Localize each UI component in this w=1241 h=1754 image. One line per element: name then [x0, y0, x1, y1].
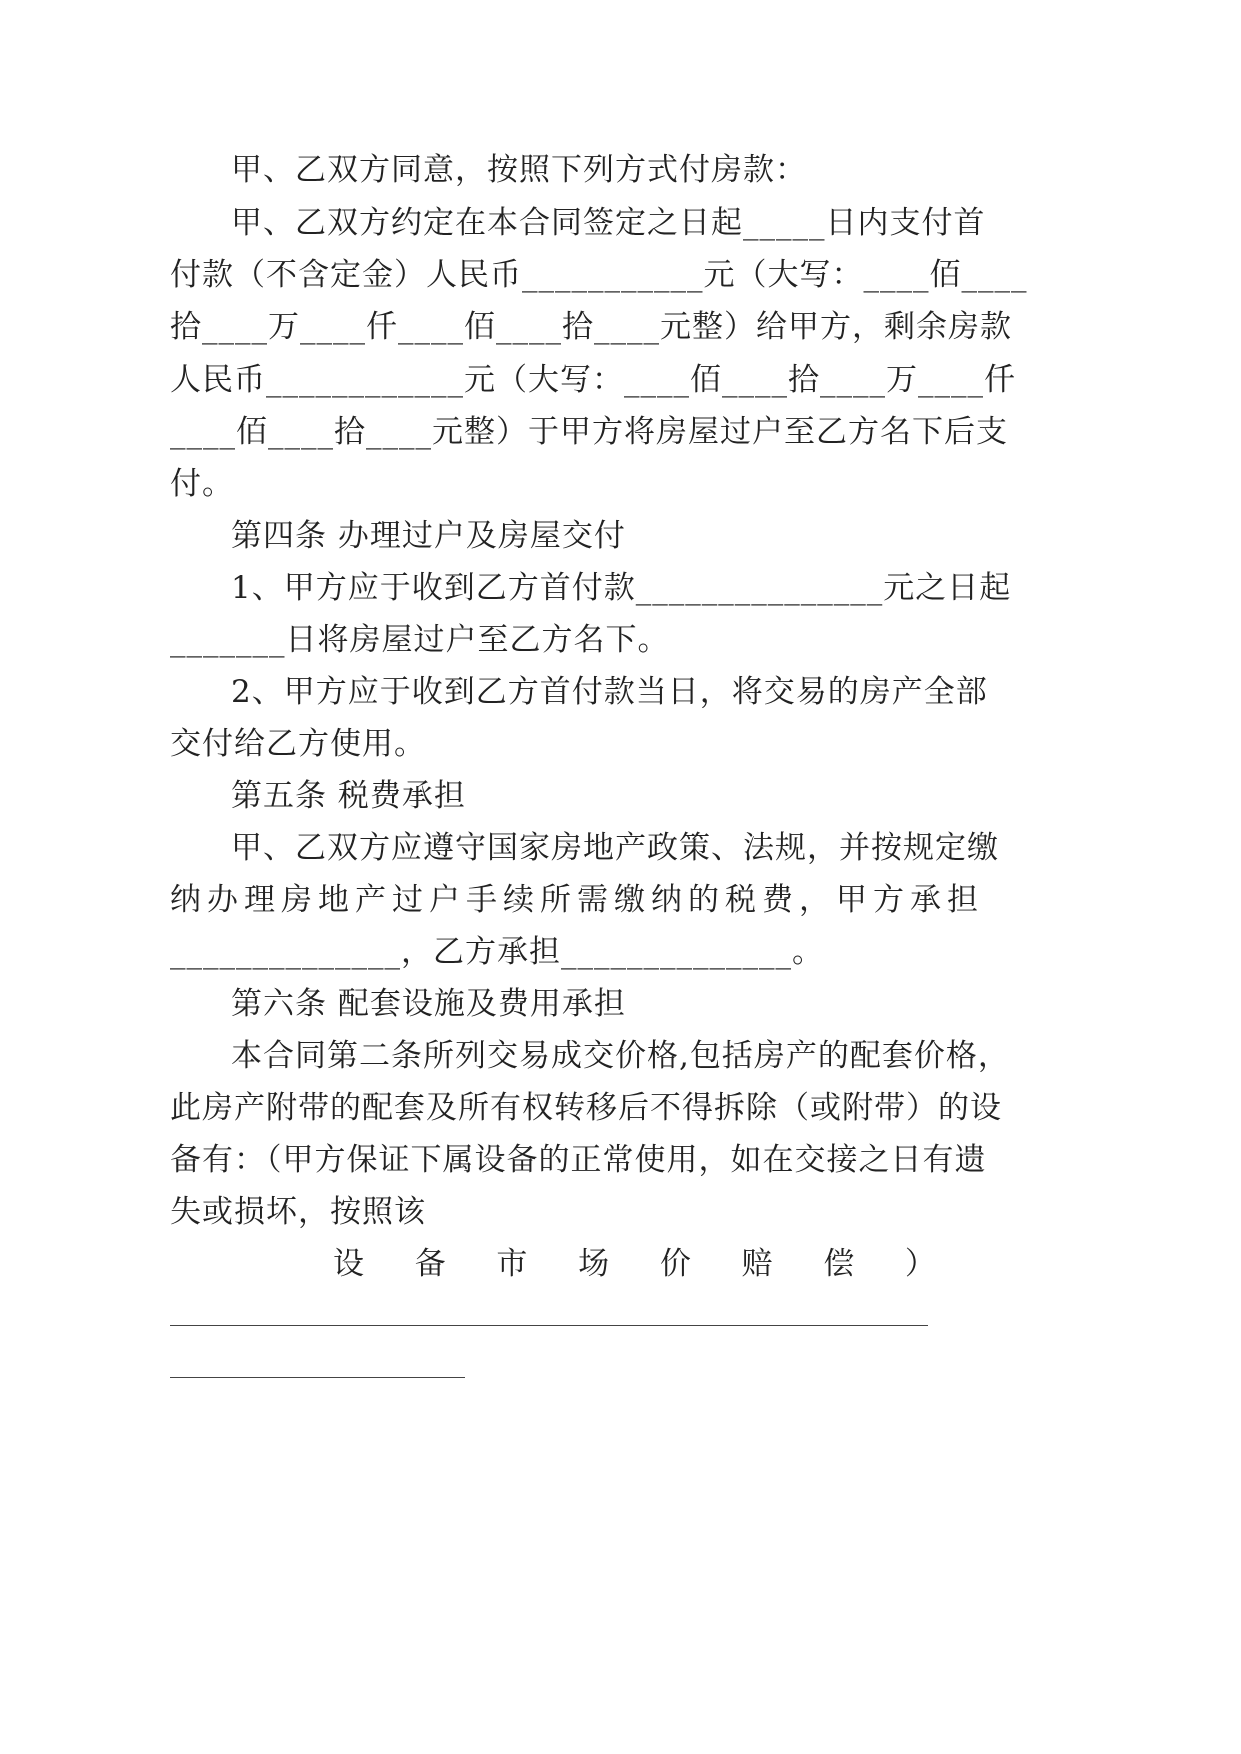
paragraph-line: 本合同第二条所列交易成交价格,包括房产的配套价格，	[231, 1038, 1010, 1074]
spaced-char: 设	[333, 1246, 365, 1282]
spaced-char: 备	[414, 1246, 447, 1282]
paragraph-line: 纳办理房地产过户手续所需缴纳的税费，甲方承担	[170, 882, 984, 918]
section-heading-article-6: 第六条 配套设施及费用承担	[231, 986, 626, 1022]
paragraph-payment-intro: 甲、乙双方同意，按照下列方式付房款：	[231, 152, 807, 188]
spaced-char: 价	[659, 1246, 692, 1282]
section-heading-article-4: 第四条 办理过户及房屋交付	[231, 518, 626, 554]
paragraph-line: 此房产附带的配套及所有权转移后不得拆除（或附带）的设	[170, 1090, 1002, 1126]
paragraph-line: 人民币____________元（大写：____佰____拾____万____仟	[170, 362, 1016, 398]
paragraph-line: 备有：（甲方保证下属设备的正常使用，如在交接之日有遗	[170, 1142, 987, 1178]
blank-fill-line	[170, 1377, 465, 1378]
spaced-char: ）	[904, 1246, 937, 1282]
paragraph-line: 1、甲方应于收到乙方首付款_______________元之日起	[231, 570, 1012, 606]
paragraph-line: ______________，乙方承担______________。	[170, 934, 824, 970]
paragraph-line: 付。	[170, 466, 234, 502]
paragraph-line: 失或损坏，按照该	[170, 1194, 426, 1230]
paragraph-line: ____佰____拾____元整）于甲方将房屋过户至乙方名下后支	[170, 414, 1008, 450]
paragraph-line: 拾____万____仟____佰____拾____元整）给甲方，剩余房款	[170, 309, 1012, 345]
spaced-char: 偿	[823, 1246, 856, 1282]
section-heading-article-5: 第五条 税费承担	[231, 778, 466, 814]
blank-fill-line	[170, 1325, 928, 1326]
paragraph-line: _______日将房屋过户至乙方名下。	[170, 622, 670, 658]
paragraph-line: 甲、乙双方约定在本合同签定之日起_____日内支付首	[231, 205, 986, 241]
spaced-justified-line	[333, 1244, 937, 1284]
spaced-char: 市	[496, 1246, 529, 1282]
paragraph-line: 甲、乙双方应遵守国家房地产政策、法规，并按规定缴	[231, 830, 999, 866]
paragraph-line: 2、甲方应于收到乙方首付款当日，将交易的房产全部	[231, 674, 988, 710]
paragraph-line: 付款（不含定金）人民币___________元（大写：____佰____	[170, 257, 1028, 293]
paragraph-line: 交付给乙方使用。	[170, 726, 426, 762]
spaced-char: 赔	[741, 1246, 774, 1282]
spaced-char: 场	[578, 1246, 611, 1282]
